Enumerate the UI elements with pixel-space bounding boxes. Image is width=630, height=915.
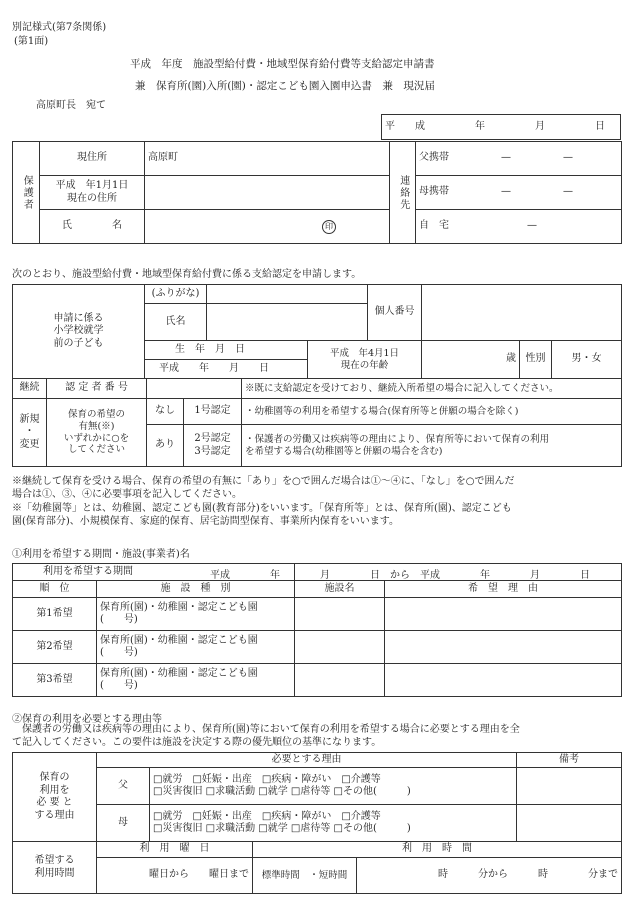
child-table [12, 284, 622, 379]
child-label [13, 285, 145, 379]
date-field[interactable]: 平 成 年 月 日 [382, 115, 621, 140]
intro-text: 次のとおり、施設型給付費・地域型保育給付費に係る支給認定を申請します。 [12, 269, 362, 280]
dash: — [527, 220, 537, 232]
type-1-line2: ( 号) [100, 614, 138, 625]
cert3-label: 3号認定 [194, 445, 231, 457]
desire-label [47, 399, 147, 467]
cert23-desc-1: ・保護者の労働又は疾病等の理由により、保育所等において保育の利用 [245, 433, 550, 445]
section2-desc-1: 保護者の労働又は疾病等の理由により、保育所(園)等において保育の利用を希望する場合に必要とする理由を全 [22, 724, 520, 735]
hours-label-2: 利用時間 [34, 867, 75, 879]
cert2-label: 2号認定 [194, 433, 231, 444]
home-phone-field[interactable] [416, 210, 622, 244]
jan1-address-field[interactable] [145, 176, 390, 210]
col-type: 施 設 種 別 [97, 581, 295, 598]
hours-table [12, 841, 622, 894]
section2-desc [12, 723, 620, 749]
mother-reasons-1[interactable]: □就労 □妊娠・出産 □疾病・障がい □介護等 [153, 810, 381, 822]
guardian-label: 保護者 [13, 142, 40, 244]
age-unit: 歳 [506, 353, 516, 365]
type-3[interactable] [97, 664, 295, 697]
type-2-line2: ( 号) [100, 647, 138, 658]
facility-name-2[interactable] [295, 631, 385, 664]
time-type-field[interactable]: 標準時間 ・短時間 [253, 858, 357, 894]
desire-4: してください [67, 444, 125, 456]
left-3: 必 要 と [36, 797, 73, 808]
guardian-table [12, 141, 622, 244]
col-facility-name: 施設名 [295, 581, 385, 598]
dash: — [563, 152, 573, 164]
cert23-desc [242, 425, 622, 467]
type-2[interactable] [97, 631, 295, 664]
child-name-field[interactable] [207, 304, 368, 341]
reason-table [12, 752, 622, 842]
new-change-label [13, 399, 47, 467]
sex-field[interactable]: 男・女 [552, 341, 622, 379]
sex-label: 性別 [520, 341, 552, 379]
continuation-label: 継続 [13, 379, 47, 399]
age-label-2: 現在の年齢 [340, 359, 389, 371]
col-reason: 希 望 理 由 [385, 581, 622, 598]
father-reasons-1[interactable]: □就労 □妊娠・出産 □疾病・障がい □介護等 [153, 773, 381, 785]
cert1-label: 1号認定 [184, 399, 242, 425]
certification-table [12, 378, 622, 467]
type-2-line1: 保育所(園)・幼稚園・認定こども園 [100, 634, 258, 646]
jan1-address-label [40, 176, 145, 210]
note-1 [12, 475, 620, 501]
desire-2: 有無(※) [78, 420, 115, 432]
age-label [308, 341, 422, 379]
type-1-line1: 保育所(園)・幼稚園・認定こども園 [100, 601, 258, 613]
left-1: 保育の [39, 772, 70, 783]
form-code: 別記様式(第7条関係) [12, 22, 107, 33]
section1-heading: ①利用を希望する期間・施設(事業者)名 [12, 549, 190, 560]
guardian-name-field[interactable] [145, 210, 390, 244]
furigana-field[interactable] [207, 285, 368, 304]
age-field[interactable] [422, 341, 520, 379]
change-label: 変更 [19, 438, 40, 450]
home-phone-label: 自 宅 [419, 220, 449, 232]
hours-label [13, 842, 97, 894]
hours-label-1: 希望する [34, 855, 75, 866]
note-1-line1: ※継続して保育を受ける場合、保育の希望の有無に「あり」を○で囲んだ場合は①～④に、「なし」を○で囲んだ [12, 476, 515, 487]
days-header: 利 用 曜 日 [97, 842, 253, 858]
birth-date-cell[interactable] [145, 341, 308, 379]
child-label-3: 前の子ども [53, 337, 104, 349]
dash: — [501, 186, 511, 198]
age-label-1: 平成 年4月1日 [329, 347, 400, 359]
section2-desc-2: て記入してください。この要件は施設を決定する際の優先順位の基準になります。 [12, 737, 382, 748]
type-1[interactable] [97, 598, 295, 631]
need-reason-label [13, 753, 97, 842]
reason-2[interactable] [385, 631, 622, 664]
current-address-label: 現住所 [40, 142, 145, 176]
mother-reasons-2[interactable]: □災害復旧 □求職活動 □就学 □虐待等 □その他( ) [153, 823, 411, 834]
guardian-name-label: 氏 名 [40, 210, 145, 244]
jan1-label-line2: 現在の住所 [67, 192, 117, 204]
birth-date-value: 平成 年 月 日 [159, 363, 269, 374]
form-title-2: 兼 保育所(園)入所(園)・認定こども園入園申込書 兼 現況届 [135, 80, 435, 92]
father-label: 父 [97, 768, 150, 805]
cert23-label [184, 425, 242, 467]
addressee: 高原町長 宛て [36, 100, 106, 111]
current-address-field[interactable]: 高原町 [145, 142, 390, 176]
mother-mobile-label: 母携帯 [419, 186, 449, 198]
time-header: 利 用 時 間 [253, 842, 622, 858]
reason-3[interactable] [385, 664, 622, 697]
furigana-label: (ふりがな) [145, 285, 207, 304]
father-mobile-label: 父携帯 [419, 152, 449, 164]
mother-mobile-field[interactable] [416, 176, 622, 210]
seal-icon: 印 [322, 220, 336, 234]
dash: — [501, 152, 511, 164]
dot: ・ [24, 426, 35, 438]
need-header: 必要とする理由 [97, 753, 517, 768]
remarks-header: 備考 [517, 753, 622, 768]
individual-number-field[interactable] [422, 285, 622, 341]
mother-remarks[interactable] [517, 805, 622, 842]
option-none[interactable]: なし [147, 399, 184, 425]
child-label-1: 申請に係る [53, 312, 104, 324]
rank-1: 第1希望 [13, 598, 97, 631]
days-field[interactable]: 曜日から 曜日まで [97, 858, 253, 894]
birth-date-label: 生 年 月 日 [145, 341, 307, 360]
father-mobile-field[interactable] [416, 142, 622, 176]
father-remarks[interactable] [517, 768, 622, 805]
form-title-1: 平成 年度 施設型給付費・地域型保育給付費等支給認定申請書 [130, 58, 435, 70]
child-label-2: 小学校就学 [53, 325, 104, 337]
note-2 [12, 502, 620, 528]
period-label: 利用を希望する期間 [13, 564, 295, 581]
mother-label: 母 [97, 805, 150, 842]
note-1-line2: 場合は①、③、④に必要事項を記入してください。 [12, 489, 242, 500]
page-number: (第1面) [14, 36, 49, 47]
rank-3: 第3希望 [13, 664, 97, 697]
facility-table [12, 563, 622, 697]
mother-reasons[interactable] [150, 805, 517, 842]
facility-name-3[interactable] [295, 664, 385, 697]
period-value: 平成 年 月 日 から 平成 年 月 日 [210, 570, 590, 581]
contact-label: 連絡先 [390, 142, 416, 244]
time-field[interactable]: 時 分から 時 分まで [357, 858, 622, 894]
individual-number-label: 個人番号 [368, 285, 422, 341]
cert-number-label: 認 定 者 番 号 [47, 379, 147, 399]
option-yes[interactable]: あり [147, 425, 184, 467]
father-reasons-2[interactable]: □災害復旧 □求職活動 □就学 □虐待等 □その他( ) [153, 786, 411, 797]
rank-2: 第2希望 [13, 631, 97, 664]
continuation-note: ※既に支給認定を受けており、継続入所希望の場合に記入してください。 [242, 379, 622, 399]
col-rank: 順 位 [13, 581, 97, 598]
cert23-desc-2: を希望する場合(幼稚園等と併願の場合を含む) [245, 445, 443, 457]
desire-1: 保育の希望の [67, 408, 125, 420]
new-label: 新規 [19, 413, 40, 425]
desire-3: いずれかに○を [63, 432, 130, 444]
cert-number-field[interactable] [147, 379, 242, 399]
dash: — [563, 186, 573, 198]
section2-heading: ②保育の利用を必要とする理由等 [12, 714, 162, 725]
left-2: 利用を [39, 784, 70, 796]
cert1-desc: ・幼稚園等の利用を希望する場合(保育所等と併願の場合を除く) [242, 399, 622, 425]
father-reasons[interactable] [150, 768, 517, 805]
type-3-line2: ( 号) [100, 680, 138, 691]
note-2-line1: ※「幼稚園等」とは、幼稚園、認定こども園(教育部分)をいいます。「保育所等」とは、保育所(園)、認定こども [12, 503, 512, 514]
left-4: する理由 [34, 809, 75, 821]
date-box [381, 114, 621, 140]
note-2-line2: 園(保育部分)、小規模保育、家庭的保育、居宅訪問型保育、事業所内保育をいいます。 [12, 516, 400, 527]
facility-name-1[interactable] [295, 598, 385, 631]
jan1-label-line1: 平成 年1月1日 [55, 180, 129, 191]
child-name-label: 氏名 [145, 304, 207, 341]
reason-1[interactable] [385, 598, 622, 631]
type-3-line1: 保育所(園)・幼稚園・認定こども園 [100, 667, 258, 679]
